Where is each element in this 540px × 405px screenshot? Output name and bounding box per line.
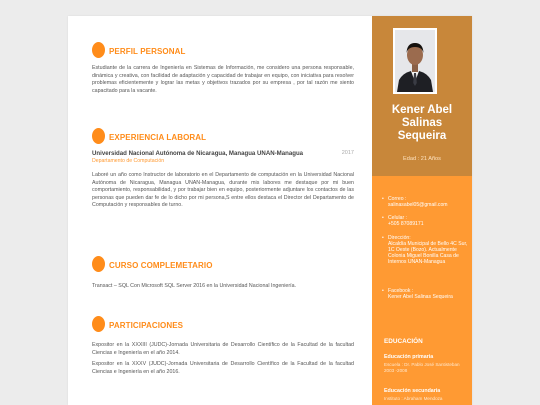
- section-header: [92, 256, 354, 274]
- bullet-icon: [92, 42, 105, 58]
- section-title: CURSO COMPLEMETARIO: [109, 261, 213, 270]
- course-section: [92, 256, 354, 291]
- sidebar: [372, 16, 472, 405]
- contact-value[interactable]: Kener Abel Salinas Sequeira: [388, 294, 453, 300]
- section-header: [92, 128, 354, 146]
- contact-label: Dirección:: [388, 235, 411, 241]
- job-title: Universidad Nacional Autónoma de Nicaragua, Managua UNAN-Managua: [92, 150, 304, 157]
- participation-item: Expositor en la XXXV (JUDC)-Jornada Universitaria de Desarrollo Científico de la Facultad de la facultad Ciencias e Ingeniería en el año 2016.: [92, 361, 354, 375]
- section-title: PARTICIPACIONES: [109, 321, 184, 330]
- education-detail: Escuela : Dr. Pablo José Santisteban 2003 -2008: [384, 362, 460, 373]
- candidate-name: [372, 104, 472, 143]
- course-text: Transact – SQL Con Microsoft SQL Server 2016 en la Universidad Nacional Ingeniería.: [92, 283, 297, 289]
- contact-email[interactable]: • Correo : salinasabel05@gmail.com: [388, 196, 468, 208]
- contact-value[interactable]: +505 87089171: [388, 221, 424, 227]
- section-header: [92, 316, 354, 334]
- candidate-age: Edad : 21 Años: [403, 156, 441, 162]
- section-title: PERFIL PERSONAL: [109, 47, 186, 56]
- resume-page: [68, 16, 472, 405]
- name-line: Salinas: [401, 117, 443, 129]
- contact-label: Correo :: [388, 196, 407, 202]
- contact-value[interactable]: salinasabel05@gmail.com: [388, 202, 448, 208]
- contact-label: Facebook :: [388, 288, 414, 294]
- contact-address[interactable]: • Dirección: Alcaldía Municipal de Bello 4C Sur, 1C Oeste (Bozo). Actualmente Colonia Miguel Bonilla Casa de Internos UNAN-Managua: [382, 235, 468, 265]
- name-line: Kener Abel: [391, 104, 453, 116]
- profile-section: [92, 42, 354, 95]
- experience-text: Laboré un año como Instructor de laboratorio en el Departamento de computación en la Universidad Nacional Autónoma de Nicaragua, Managua UNAN-Managua, durante mis labores me destaque por mi buen comportamiento, responsabilidad, y por trabajar bien en equipo, posteriormente adjuntare los contactos de las personas que pueden dar fe de lo dicho por mi persona,S entre ellos destaca el Director del Departamento de Computación y responsables de turno.: [92, 172, 354, 209]
- education-detail: Instituto : Abraham Mendoza: [384, 396, 443, 401]
- education-level: Educación primaria: [384, 354, 434, 360]
- job-year: 2017: [341, 150, 354, 156]
- participations-section: [92, 316, 354, 376]
- education-title: EDUCACIÓN: [384, 338, 423, 345]
- participation-item: Expositor en la XXXIII (JUDC)-Jornada Universitaria de Desarrollo Científico de la Facultad de la facultad Ciencias e Ingeniería en el año 2014.: [92, 342, 354, 356]
- profile-photo: [393, 28, 437, 94]
- bullet-icon: [92, 316, 105, 332]
- person-icon: [395, 30, 435, 92]
- contact-value[interactable]: Alcaldía Municipal de Bello 4C Sur, 1C Oeste (Bozo). Actualmente Colonia Miguel Bonilla Casa de Internos UNAN-Managua: [388, 241, 468, 265]
- contact-label: Celular :: [388, 215, 407, 221]
- section-header: [92, 42, 354, 60]
- contact-facebook[interactable]: • Facebook : Kener Abel Salinas Sequeira: [388, 288, 468, 300]
- experience-section: [92, 128, 354, 210]
- education-level: Educación secundaria: [384, 388, 441, 394]
- section-title: EXPERIENCIA LABORAL: [109, 133, 207, 142]
- profile-text: Estudiante de la carrera de Ingeniería en Sistemas de Información, me considero una persona responsable, dinámica y creativa, con facilidad de adaptación y capacidad de trabajar en equipo, con iniciativa para resolver problemas eficientemente y lograr las metas y objetivos trazados por su empresa , por tal razón me siento capacitado para la vacante.: [92, 65, 354, 94]
- name-line: Sequeira: [397, 130, 447, 142]
- bullet-icon: [92, 128, 105, 144]
- job-department: Departamento de Computación: [92, 158, 165, 164]
- contact-phone[interactable]: • Celular : +505 87089171: [388, 215, 468, 227]
- job-entry: [92, 150, 354, 168]
- main-column: [68, 16, 372, 405]
- bullet-icon: [92, 256, 105, 272]
